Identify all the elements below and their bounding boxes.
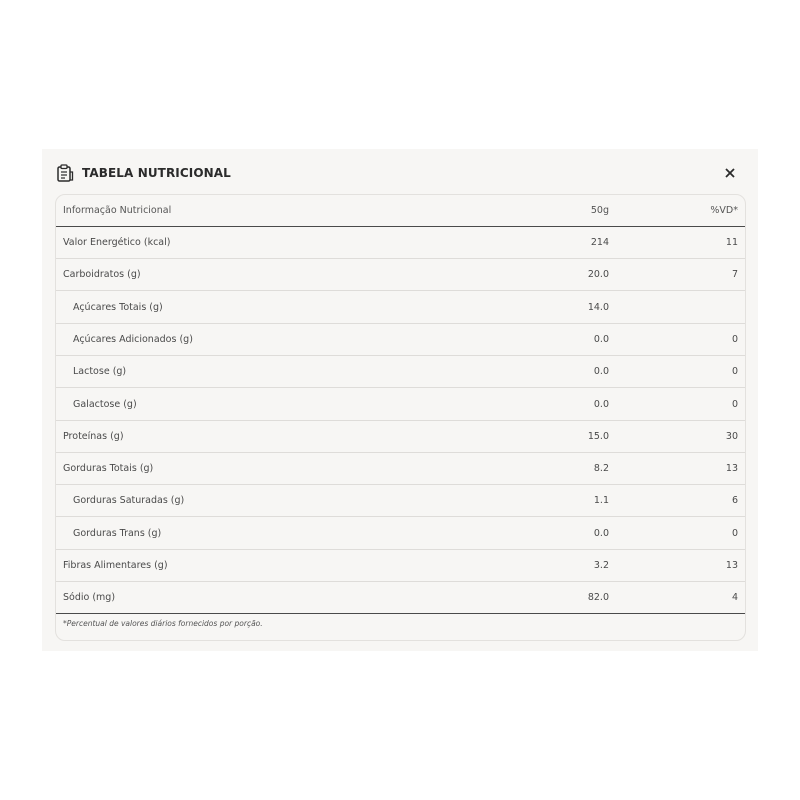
nutrient-amount: 14.0: [587, 301, 609, 313]
nutrient-amount: 15.0: [587, 430, 609, 442]
nutrient-vd: 13: [725, 560, 738, 571]
nutrition-label-icon: [56, 163, 74, 183]
nutrient-vd: 7: [731, 269, 738, 281]
nutrient-amount: 20.0: [587, 269, 609, 281]
table-row: [56, 292, 745, 324]
table-row: [56, 453, 745, 485]
nutrient-vd: 0: [731, 527, 738, 539]
nutrient-amount: 0.0: [593, 527, 609, 539]
nutrient-name: Galactose (g): [73, 398, 137, 410]
nutrition-table: [55, 194, 746, 641]
nutrient-name: Valor Energético (kcal): [63, 237, 171, 248]
nutrient-vd: 0: [731, 398, 738, 410]
nutrient-amount: 214: [590, 237, 609, 248]
table-row: [56, 356, 745, 388]
table-row: [56, 227, 745, 259]
nutrient-name: Carboidratos (g): [63, 269, 141, 281]
table-row: [56, 550, 745, 582]
nutrient-amount: 1.1: [593, 495, 609, 507]
table-row: [56, 485, 745, 517]
footnote: *Percentual de valores diários fornecidos por porção.: [63, 619, 263, 628]
nutrient-amount: 0.0: [593, 333, 609, 345]
nutrient-name: Açúcares Adicionados (g): [73, 333, 193, 345]
nutrient-name: Lactose (g): [73, 366, 127, 378]
close-icon: [725, 168, 735, 178]
nutrient-amount: 3.2: [593, 560, 609, 571]
header-vd: %VD*: [710, 205, 738, 216]
nutrient-name: Proteínas (g): [63, 430, 124, 442]
nutrient-vd: 11: [725, 237, 738, 248]
nutrient-name: Açúcares Totais (g): [73, 301, 163, 313]
nutrient-name: Fibras Alimentares (g): [63, 560, 168, 571]
nutrition-modal: [42, 149, 758, 651]
header-name: Informação Nutricional: [63, 205, 172, 216]
nutrient-amount: 0.0: [593, 366, 609, 378]
nutrient-name: Gorduras Trans (g): [73, 527, 162, 539]
table-row: [56, 259, 745, 291]
header-amount: 50g: [590, 205, 609, 216]
modal-header: [56, 161, 748, 185]
table-row: [56, 389, 745, 421]
nutrient-vd: 6: [731, 495, 738, 507]
nutrient-name: Gorduras Totais (g): [63, 463, 154, 475]
nutrient-vd: 4: [731, 592, 738, 604]
table-row: [56, 421, 745, 453]
nutrient-amount: 8.2: [593, 463, 609, 475]
table-row: [56, 582, 745, 614]
close-button[interactable]: [720, 161, 740, 185]
table-row: [56, 324, 745, 356]
nutrient-vd: 0: [731, 366, 738, 378]
table-row: [56, 518, 745, 550]
nutrient-name: Gorduras Saturadas (g): [73, 495, 185, 507]
nutrient-vd: 13: [725, 463, 738, 475]
modal-title: TABELA NUTRICIONAL: [82, 166, 231, 180]
nutrient-amount: 82.0: [587, 592, 609, 604]
nutrient-name: Sódio (mg): [63, 592, 116, 604]
table-header-row: [56, 195, 745, 227]
nutrient-vd: 30: [725, 430, 738, 442]
nutrient-amount: 0.0: [593, 398, 609, 410]
nutrient-vd: 0: [731, 333, 738, 345]
